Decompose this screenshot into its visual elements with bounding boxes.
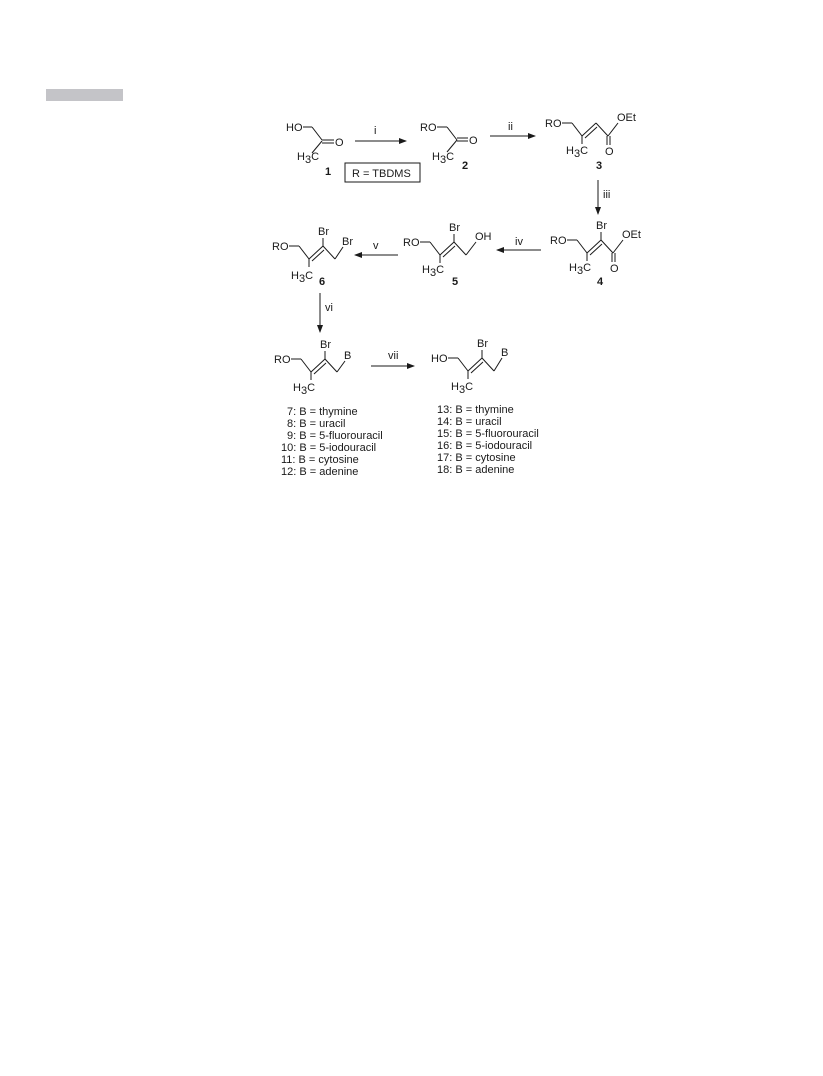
label-ro: RO xyxy=(545,118,562,130)
arrow-step-ii xyxy=(490,121,535,136)
reagent-iii: iii xyxy=(603,189,611,201)
label-br: Br xyxy=(320,339,331,351)
label-b: B xyxy=(344,350,352,362)
compound-number-1: 1 xyxy=(325,166,332,178)
list-compounds-13-18 xyxy=(437,404,539,476)
compound-1-structure xyxy=(286,122,344,178)
label-br: Br xyxy=(596,220,607,232)
r-definition-text: R = TBDMS xyxy=(352,168,411,180)
label-br: Br xyxy=(342,236,353,248)
label-o: O xyxy=(605,146,614,158)
compound-6-structure xyxy=(272,226,353,288)
reagent-iv: iv xyxy=(515,236,523,248)
list-item-9: 9: B = 5-fluorouracil xyxy=(287,430,383,442)
compound-2-structure xyxy=(420,122,478,172)
label-oet: OEt xyxy=(622,229,641,241)
list-item-16: 16: B = 5-iodouracil xyxy=(437,440,533,452)
label-h3c: H3C xyxy=(451,381,474,396)
reagent-vi: vi xyxy=(325,302,333,314)
compound-number-6: 6 xyxy=(319,276,326,288)
label-oh: OH xyxy=(475,231,492,243)
label-h3c: H3C xyxy=(566,145,589,160)
compound-5-structure xyxy=(403,222,492,288)
label-br: Br xyxy=(449,222,460,234)
reagent-v: v xyxy=(373,240,379,252)
arrow-step-v xyxy=(355,240,398,255)
reagent-i: i xyxy=(374,125,377,137)
arrow-step-vii xyxy=(371,350,414,366)
list-item-10: 10: B = 5-iodouracil xyxy=(281,442,377,454)
compound-number-4: 4 xyxy=(597,276,604,288)
label-h3c: H3C xyxy=(291,270,314,285)
reagent-ii: ii xyxy=(508,121,513,133)
compound-4-structure xyxy=(550,220,641,288)
list-item-8: 8: B = uracil xyxy=(287,418,346,430)
compound-3-structure xyxy=(545,112,636,172)
label-h3c: H3C xyxy=(422,264,445,279)
label-br: Br xyxy=(318,226,329,238)
label-o: O xyxy=(610,263,619,275)
label-b: B xyxy=(501,347,509,359)
compound-7-12-structure xyxy=(274,339,351,397)
label-o: O xyxy=(335,137,344,149)
label-ro: RO xyxy=(274,354,291,366)
label-h3c: H3C xyxy=(569,262,592,277)
list-item-11: 11: B = cytosine xyxy=(281,454,359,466)
list-compounds-7-12 xyxy=(281,406,383,478)
label-h3c: H3C xyxy=(293,382,316,397)
compound-number-3: 3 xyxy=(596,160,603,172)
label-ro: RO xyxy=(550,235,567,247)
list-item-7: 7: B = thymine xyxy=(287,406,358,418)
arrow-step-i xyxy=(355,125,406,141)
label-ho: HO xyxy=(286,122,303,134)
arrow-step-iii xyxy=(598,180,610,214)
compound-number-2: 2 xyxy=(462,160,469,172)
list-item-17: 17: B = cytosine xyxy=(437,452,516,464)
label-ro: RO xyxy=(272,241,289,253)
label-oet: OEt xyxy=(617,112,636,124)
list-item-18: 18: B = adenine xyxy=(437,464,515,476)
label-o: O xyxy=(469,135,478,147)
label-ro: RO xyxy=(420,122,437,134)
label-ro: RO xyxy=(403,237,420,249)
label-h3c: H3C xyxy=(432,151,455,166)
label-br: Br xyxy=(477,338,488,350)
list-item-15: 15: B = 5-fluorouracil xyxy=(437,428,539,440)
compound-number-5: 5 xyxy=(452,276,459,288)
compound-13-18-structure xyxy=(431,338,508,396)
arrow-step-vi xyxy=(320,293,333,332)
label-ho: HO xyxy=(431,353,448,365)
label-h3c: H3C xyxy=(297,151,320,166)
reagent-vii: vii xyxy=(388,350,399,362)
r-definition-box xyxy=(345,163,420,182)
list-item-14: 14: B = uracil xyxy=(437,416,502,428)
list-item-13: 13: B = thymine xyxy=(437,404,514,416)
list-item-12: 12: B = adenine xyxy=(281,466,359,478)
arrow-step-iv xyxy=(497,236,541,250)
